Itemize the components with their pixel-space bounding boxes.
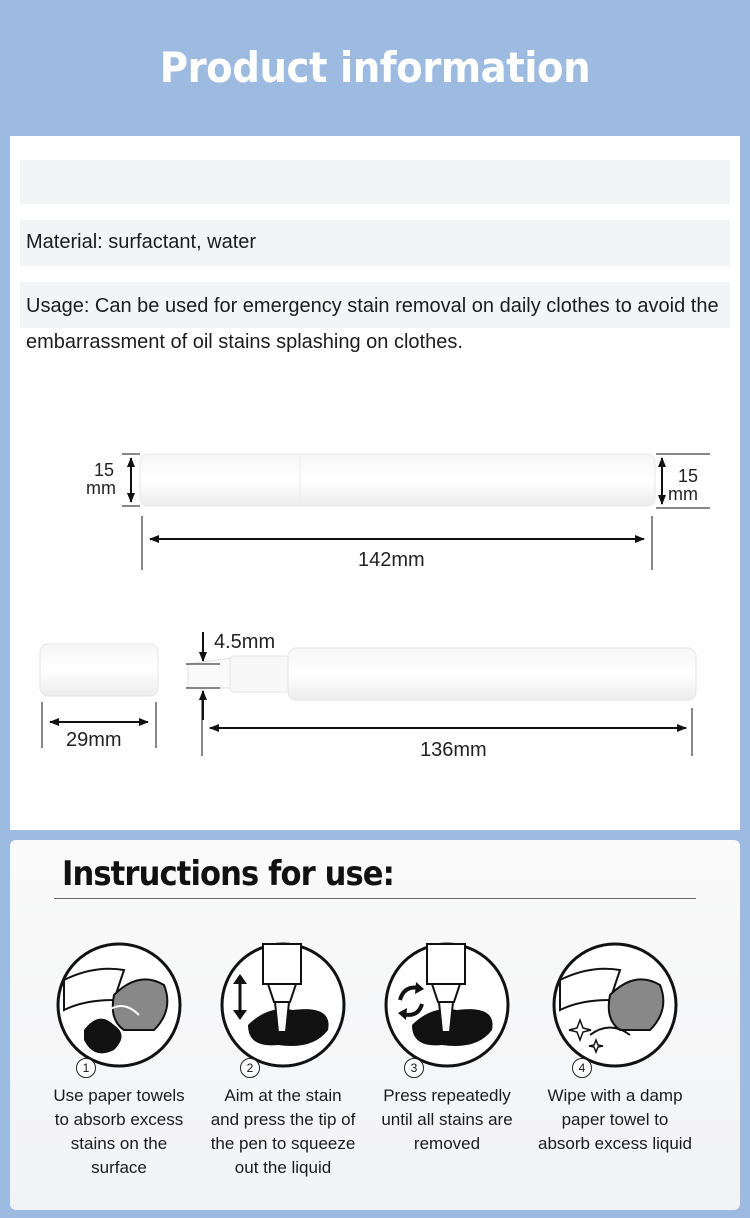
step-text: Press repeatedly until all stains are removed — [381, 1086, 513, 1153]
product-info-panel — [10, 136, 740, 830]
instructions-title: Instructions for use: — [62, 854, 394, 894]
page-title: Product information — [159, 43, 591, 92]
step-number: 3 — [404, 1058, 424, 1078]
instruction-step — [530, 940, 700, 1156]
instruction-step — [198, 940, 368, 1180]
header-banner — [0, 0, 750, 135]
hand-wipe-icon — [550, 940, 680, 1070]
dim-length-closed: 142mm — [358, 549, 425, 571]
step-number: 2 — [240, 1058, 260, 1078]
step-text: Wipe with a damp paper towel to absorb excess liquid — [537, 1086, 693, 1153]
step-text: Aim at the stain and press the tip of the pen to squeeze out the liquid — [210, 1086, 356, 1177]
dim-diameter-right-unit: mm — [668, 484, 698, 504]
instruction-step — [362, 940, 532, 1156]
instruction-step — [34, 940, 204, 1180]
dim-tip-width: 4.5mm — [214, 631, 276, 653]
pen-closed — [140, 454, 655, 506]
dim-diameter-left-unit: mm — [86, 478, 116, 498]
dim-body-length: 136mm — [420, 739, 487, 761]
dim-diameter-left-num: 15 — [94, 460, 115, 480]
dim-diameter-right-num: 15 — [678, 466, 699, 486]
instructions-divider — [54, 898, 696, 899]
material-text: Material: surfactant, water — [26, 231, 257, 253]
step-number: 4 — [572, 1058, 592, 1078]
instructions-panel — [10, 840, 740, 1210]
step-number: 1 — [76, 1058, 96, 1078]
pen-open-body — [288, 648, 696, 700]
pen-press-icon — [218, 940, 348, 1070]
step-text: Use paper towels to absorb excess stains on the surface — [53, 1086, 185, 1177]
pen-repeat-icon — [382, 940, 512, 1070]
usage-text: Usage: Can be used for emergency stain removal on daily clothes to avoid the embarrassment of oil stains splashing on clothes. — [26, 295, 719, 353]
dimension-diagram — [10, 136, 740, 830]
pen-tip — [188, 658, 230, 688]
pen-cap — [40, 644, 158, 696]
dim-cap-length: 29mm — [66, 729, 122, 751]
hand-towel-icon — [54, 940, 184, 1070]
